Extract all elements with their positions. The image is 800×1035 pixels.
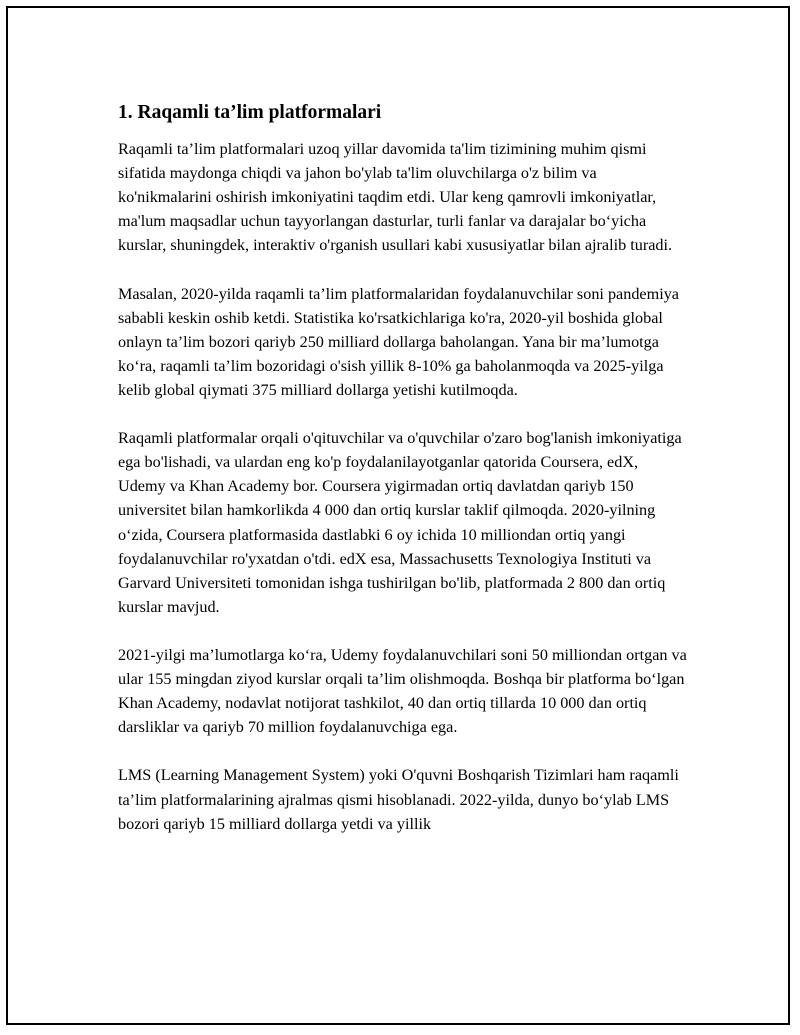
paragraph-market-statistics: Masalan, 2020-yilda raqamli ta’lim platformalaridan foydalanuvchilar soni pandemiya sababli keskin oshib ketdi. Statistika ko'rsatkichlariga ko'ra, 2020-yil boshida global onlayn ta’lim bozori qariyb 250 milliard dollarga baholangan. Yana bir ma’lumotga ko‘ra, raqamli ta’lim bozoridagi o'sish yillik 8-10% ga baholanmoqda va 2025-yilga kelib global qiymati 375 milliard dollarga yetishi kutilmoqda. (118, 284, 679, 399)
document-content (118, 100, 688, 860)
section-heading: 1. Raqamli ta’lim platformalari (118, 102, 382, 123)
paragraph-lms: LMS (Learning Management System) yoki O'quvni Boshqarish Tizimlari ham raqamli ta’lim platformalarining ajralmas qismi hisoblanadi. 2022-yilda, dunyo bo‘ylab LMS bozori qariyb 15 milliard dollarga yetdi va yillik (118, 766, 679, 833)
paragraph-platforms: Raqamli platformalar orqali o'qituvchilar va o'quvchilar o'zaro bog'lanish imkoniyatiga ega bo'lishadi, va ulardan eng ko'p foydalanilayotganlar qatorida Coursera, edX, Udemy va Khan Academy bor. Coursera yigirmadan ortiq davlatdan qariyb 150 universitet bilan hamkorlikda 4 000 dan ortiq kurslar taklif qilmoqda. 2020-yilning o‘zida, Coursera platformasida dastlabki 6 oy ichida 10 milliondan ortiq yangi foydalanuvchilar ro'yxatdan o'tdi. edX esa, Massachusetts Texnologiya Instituti va Garvard Universiteti tomonidan ishga tushirilgan bo'lib, platformada 2 800 dan ortiq kurslar mavjud. (118, 429, 682, 616)
paragraph-udemy-khan: 2021-yilgi ma’lumotlarga ko‘ra, Udemy foydalanuvchilari soni 50 milliondan ortgan va ular 155 mingdan ziyod kurslar orqali ta’lim olishmoqda. Boshqa bir platforma bo‘lgan Khan Academy, nodavlat notijorat tashkilot, 40 dan ortiq tillarda 10 000 dan ortiq darsliklar va qariyb 70 million foydalanuvchiga ega. (118, 645, 687, 737)
paragraph-intro: Raqamli ta’lim platformalari uzoq yillar davomida ta'lim tizimining muhim qismi sifatida maydonga chiqdi va jahon bo'ylab ta'lim oluvchilarga o'z bilim va ko'nikmalarini oshirish imkoniyatini taqdim etdi. Ular keng qamrovli imkoniyatlar, ma'lum maqsadlar uchun tayyorlangan dasturlar, turli fanlar va darajalar bo‘yicha kurslar, shuningdek, interaktiv o'rganish usullari kabi xususiyatlar bilan ajralib turadi. (118, 140, 673, 255)
document-page (6, 6, 790, 1025)
